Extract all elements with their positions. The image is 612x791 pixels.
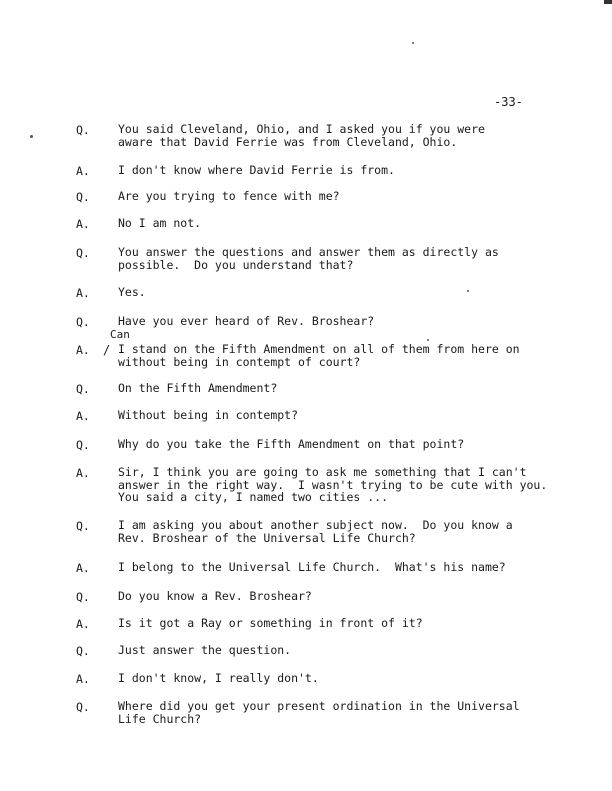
entry-text: Sir, I think you are going to ask me something that I can't answer in the right way. I wasn't trying to be cute with you. You said a city, I named two cities ... (118, 465, 548, 504)
entry-text: Have you ever heard of Rev. Broshear? (118, 314, 375, 328)
speaker-label: Q. (76, 438, 90, 452)
entry-text: I belong to the Universal Life Church. What's his name? (118, 560, 506, 574)
speaker-label: A. (76, 617, 90, 631)
entry-text: I am asking you about another subject now. Do you know a Rev. Broshear of the Universal Life Church? (118, 518, 513, 545)
speaker-label: Q. (76, 519, 90, 533)
speaker-label: A. (76, 217, 90, 231)
speaker-label: A. (76, 561, 90, 575)
entry-text: Yes. (118, 285, 146, 299)
speaker-label: Q. (76, 315, 90, 329)
entry-text: I don't know, I really don't. (118, 671, 319, 685)
entry-text: On the Fifth Amendment? (118, 381, 278, 395)
entry-text: You answer the questions and answer them as directly as possible. Do you understand that? (118, 245, 499, 272)
speaker-label: A. (76, 409, 90, 423)
scan-corner-mark (604, 0, 612, 4)
speaker-label: Q. (76, 382, 90, 396)
speaker-label: A. (76, 343, 90, 357)
entry-text: Are you trying to fence with me? (118, 189, 340, 203)
speaker-label: A. (76, 164, 90, 178)
page-number: -33- (494, 95, 523, 109)
speaker-label: A. (76, 672, 90, 686)
entry-text: You said Cleveland, Ohio, and I asked you if you were aware that David Ferrie was from Cleveland, Ohio. (118, 122, 485, 149)
entry-text: I don't know where David Ferrie is from. (118, 163, 395, 177)
speaker-label: Q. (76, 700, 90, 714)
entry-text: Why do you take the Fifth Amendment on that point? (118, 437, 465, 451)
handwritten-insert: Can (110, 328, 130, 341)
entry-text: I stand on the Fifth Amendment on all of them from here on without being in contempt of court? (118, 342, 520, 369)
speaker-label: Q. (76, 590, 90, 604)
scan-speck (412, 42, 414, 44)
insert-mark: / (103, 343, 111, 357)
entry-text: Where did you get your present ordination in the Universal Life Church? (118, 699, 520, 726)
entry-text: Do you know a Rev. Broshear? (118, 589, 312, 603)
scan-speck (427, 339, 429, 341)
speaker-label: Q. (76, 190, 90, 204)
scan-speck (30, 135, 33, 138)
entry-text: Is it got a Ray or something in front of it? (118, 616, 423, 630)
entry-text: Just answer the question. (118, 643, 292, 657)
speaker-label: Q. (76, 123, 90, 137)
speaker-label: A. (76, 286, 90, 300)
speaker-label: A. (76, 466, 90, 480)
entry-text: Without being in contempt? (118, 408, 299, 422)
entry-text: No I am not. (118, 216, 202, 230)
speaker-label: Q. (76, 644, 90, 658)
speaker-label: Q. (76, 246, 90, 260)
